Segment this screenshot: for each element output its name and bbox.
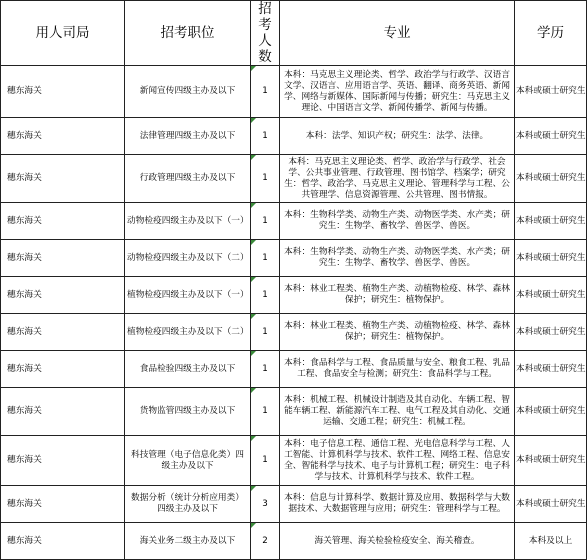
table-row <box>1 155 587 203</box>
bureau-cell: 穗东海关 <box>1 486 125 523</box>
major-cell: 本科：机械工程、机械设计制造及其自动化、车辆工程、智能车辆工程、新能源汽车工程、电气工程及其自动化、交通运输、交通工程；研究生：机械工程。 <box>280 388 515 436</box>
bureau-cell: 穗东海关 <box>1 351 125 388</box>
header-bureau: 用人司局 <box>1 1 125 66</box>
table-row <box>1 351 587 388</box>
bureau-cell: 穗东海关 <box>1 388 125 436</box>
major-cell: 本科：林业工程类、植物生产类、动植物检疫、林学、森林保护；研究生：植物保护。 <box>280 314 515 351</box>
bureau-cell: 穗东海关 <box>1 155 125 203</box>
major-cell: 本科：马克思主义理论类、哲学、政治学与行政学、汉语言文学、汉语言、应用语言学、英语、翻译、商务英语、新闻学、网络与新媒体、国际新闻与传播；研究生：马克思主义理论、中国语言文学、新闻传播学、新闻与传播。 <box>280 66 515 118</box>
position-cell: 动物检疫四级主办及以下（二） <box>125 240 251 277</box>
position-cell: 数据分析（统计分析应用类）四级主办及以下 <box>125 486 251 523</box>
education-cell: 本科或硕士研究生 <box>515 486 587 523</box>
position-cell: 货物监管四级主办及以下 <box>125 388 251 436</box>
table-row <box>1 388 587 436</box>
major-cell: 本科：生物科学类、动物生产类、动物医学类、水产类；研究生：生物学、畜牧学、兽医学、兽医。 <box>280 203 515 240</box>
education-cell: 本科或硕士研究生 <box>515 351 587 388</box>
education-cell: 本科或硕士研究生 <box>515 314 587 351</box>
count-cell: 1 <box>251 203 280 240</box>
header-position: 招考职位 <box>125 1 251 66</box>
table-row <box>1 203 587 240</box>
major-cell: 本科：电子信息工程、通信工程、光电信息科学与工程、人工智能、计算机科学与技术、软件工程、网络工程、信息安全、智能科学与技术、电子与计算机工程；研究生：电子科学与技术、计算机科学与技术、软件工程。 <box>280 436 515 486</box>
position-cell: 食品检验四级主办及以下 <box>125 351 251 388</box>
table-row <box>1 436 587 486</box>
bureau-cell: 穗东海关 <box>1 523 125 560</box>
table-row <box>1 523 587 560</box>
header-count: 招考人数 <box>251 1 280 66</box>
bureau-cell: 穗东海关 <box>1 314 125 351</box>
position-cell: 法律管理四级主办及以下 <box>125 118 251 155</box>
count-cell: 3 <box>251 486 280 523</box>
table-row <box>1 314 587 351</box>
header-major: 专业 <box>280 1 515 66</box>
bureau-cell: 穗东海关 <box>1 277 125 314</box>
count-cell: 1 <box>251 314 280 351</box>
major-cell: 本科：生物科学类、动物生产类、动物医学类、水产类；研究生：生物学、畜牧学、兽医学、兽医。 <box>280 240 515 277</box>
bureau-cell: 穗东海关 <box>1 240 125 277</box>
bureau-cell: 穗东海关 <box>1 118 125 155</box>
major-cell: 本科：食品科学与工程、食品质量与安全、粮食工程、乳品工程、食品安全与检测；研究生：食品科学与工程。 <box>280 351 515 388</box>
education-cell: 本科或硕士研究生 <box>515 436 587 486</box>
position-cell: 行政管理四级主办及以下 <box>125 155 251 203</box>
education-cell: 本科或硕士研究生 <box>515 118 587 155</box>
table-row <box>1 66 587 118</box>
education-cell: 本科及以上 <box>515 523 587 560</box>
table-row <box>1 486 587 523</box>
education-cell: 本科或硕士研究生 <box>515 66 587 118</box>
position-cell: 科技管理（电子信息化类）四级主办及以下 <box>125 436 251 486</box>
major-cell: 本科：马克思主义理论类、哲学、政治学与行政学、社会学、公共事业管理、行政管理、图书馆学、档案学；研究生：哲学、政治学、马克思主义理论、管理科学与工程、公共管理学、信息资源管理、公共管理、图书情报。 <box>280 155 515 203</box>
table-row <box>1 240 587 277</box>
count-cell: 1 <box>251 155 280 203</box>
major-cell: 海关管理、海关检验检疫安全、海关稽查。 <box>280 523 515 560</box>
position-cell: 动物检疫四级主办及以下（一） <box>125 203 251 240</box>
education-cell: 本科或硕士研究生 <box>515 240 587 277</box>
count-cell: 1 <box>251 240 280 277</box>
major-cell: 本科：法学、知识产权；研究生：法学、法律。 <box>280 118 515 155</box>
table-row <box>1 118 587 155</box>
table-row <box>1 277 587 314</box>
major-cell: 本科：信息与计算科学、数据计算及应用、数据科学与大数据技术、大数据管理与应用；研究生：管理科学与工程。 <box>280 486 515 523</box>
education-cell: 本科或硕士研究生 <box>515 277 587 314</box>
header-row <box>1 1 587 66</box>
count-cell: 2 <box>251 523 280 560</box>
count-cell: 1 <box>251 66 280 118</box>
count-cell: 1 <box>251 436 280 486</box>
education-cell: 本科或硕士研究生 <box>515 203 587 240</box>
position-cell: 海关业务二级主办及以下 <box>125 523 251 560</box>
count-cell: 1 <box>251 388 280 436</box>
bureau-cell: 穗东海关 <box>1 66 125 118</box>
header-education: 学历 <box>515 1 587 66</box>
position-cell: 植物检疫四级主办及以下（二） <box>125 314 251 351</box>
position-cell: 新闻宣传四级主办及以下 <box>125 66 251 118</box>
count-cell: 1 <box>251 277 280 314</box>
position-cell: 植物检疫四级主办及以下（一） <box>125 277 251 314</box>
major-cell: 本科：林业工程类、植物生产类、动植物检疫、林学、森林保护；研究生：植物保护。 <box>280 277 515 314</box>
education-cell: 本科或硕士研究生 <box>515 155 587 203</box>
education-cell: 本科或硕士研究生 <box>515 388 587 436</box>
count-cell: 1 <box>251 351 280 388</box>
count-cell: 1 <box>251 118 280 155</box>
bureau-cell: 穗东海关 <box>1 203 125 240</box>
bureau-cell: 穗东海关 <box>1 436 125 486</box>
